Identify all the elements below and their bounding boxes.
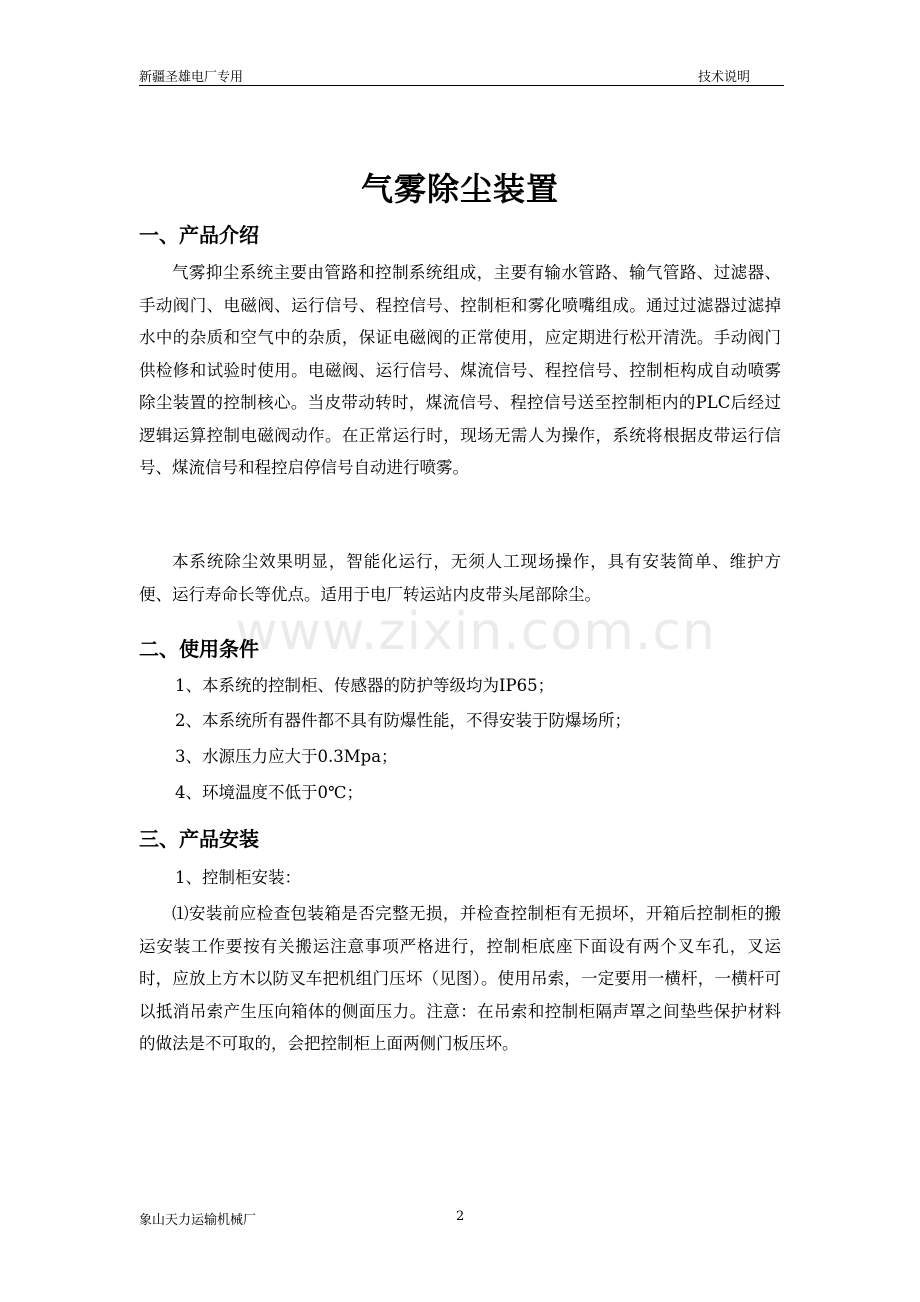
- footer-company: 象山天力运输机械厂: [139, 1213, 257, 1228]
- watermark: www.zixin.com.cn: [235, 602, 716, 662]
- list-item-condition-1: 1、本系统的控制柜、传感器的防护等级均为IP65；: [175, 676, 555, 695]
- paragraph-product-intro-1: 气雾抑尘系统主要由管路和控制系统组成，主要有输水管路、输气管路、过滤器、手动阀门、电磁阀、运行信号、程控信号、控制柜和雾化喷嘴组成。通过过滤器过滤掉水中的杂质和空气中的杂质，保证电磁阀的正常使用，应定期进行松开清洗。手动阀门供检修和试验时使用。电磁阀、运行信号、煤流信号、程控信号、控制柜构成自动喷雾除尘装置的控制核心。当皮带动转时，煤流信号、程控信号送至控制柜内的PLC后经过逻辑运算控制电磁阀动作。在正常运行时，现场无需人为操作，系统将根据皮带运行信号、煤流信号和程控启停信号自动进行喷雾。: [139, 263, 781, 477]
- section-heading-usage-conditions: 二、使用条件: [139, 637, 259, 661]
- list-item-condition-3: 3、水源压力应大于0.3Mpa；: [175, 747, 398, 766]
- list-item-condition-2: 2、本系统所有器件都不具有防爆性能，不得安装于防爆场所；: [175, 711, 631, 730]
- header-divider: [139, 85, 784, 86]
- section-heading-installation: 三、产品安装: [139, 827, 259, 851]
- page-number: 2: [456, 1209, 465, 1224]
- document-title: 气雾除尘装置: [360, 170, 559, 208]
- header-left-text: 新疆圣雄电厂专用: [139, 70, 244, 85]
- list-item-condition-4: 4、环境温度不低于0℃；: [175, 783, 363, 802]
- subheading-control-cabinet-install: 1、控制柜安装：: [175, 868, 301, 887]
- section-heading-product-intro: 一、产品介绍: [139, 223, 259, 247]
- header-right-text: 技术说明: [697, 70, 750, 85]
- paragraph-product-intro-2: 本系统除尘效果明显，智能化运行，无须人工现场操作，具有安装简单、维护方便、运行寿命长等优点。适用于电厂转运站内皮带头尾部除尘。: [139, 552, 781, 604]
- paragraph-installation-1: ⑴安装前应检查包装箱是否完整无损，并检查控制柜有无损坏，开箱后控制柜的搬运安装工作要按有关搬运注意事项严格进行，控制柜底座下面设有两个叉车孔，叉运时，应放上方木以防叉车把机组门压坏（见图）。使用吊索，一定要用一横杆，一横杆可以抵消吊索产生压向箱体的侧面压力。注意：在吊索和控制柜隔声罩之间垫些保护材料的做法是不可取的，会把控制柜上面两侧门板压坏。: [139, 904, 781, 1053]
